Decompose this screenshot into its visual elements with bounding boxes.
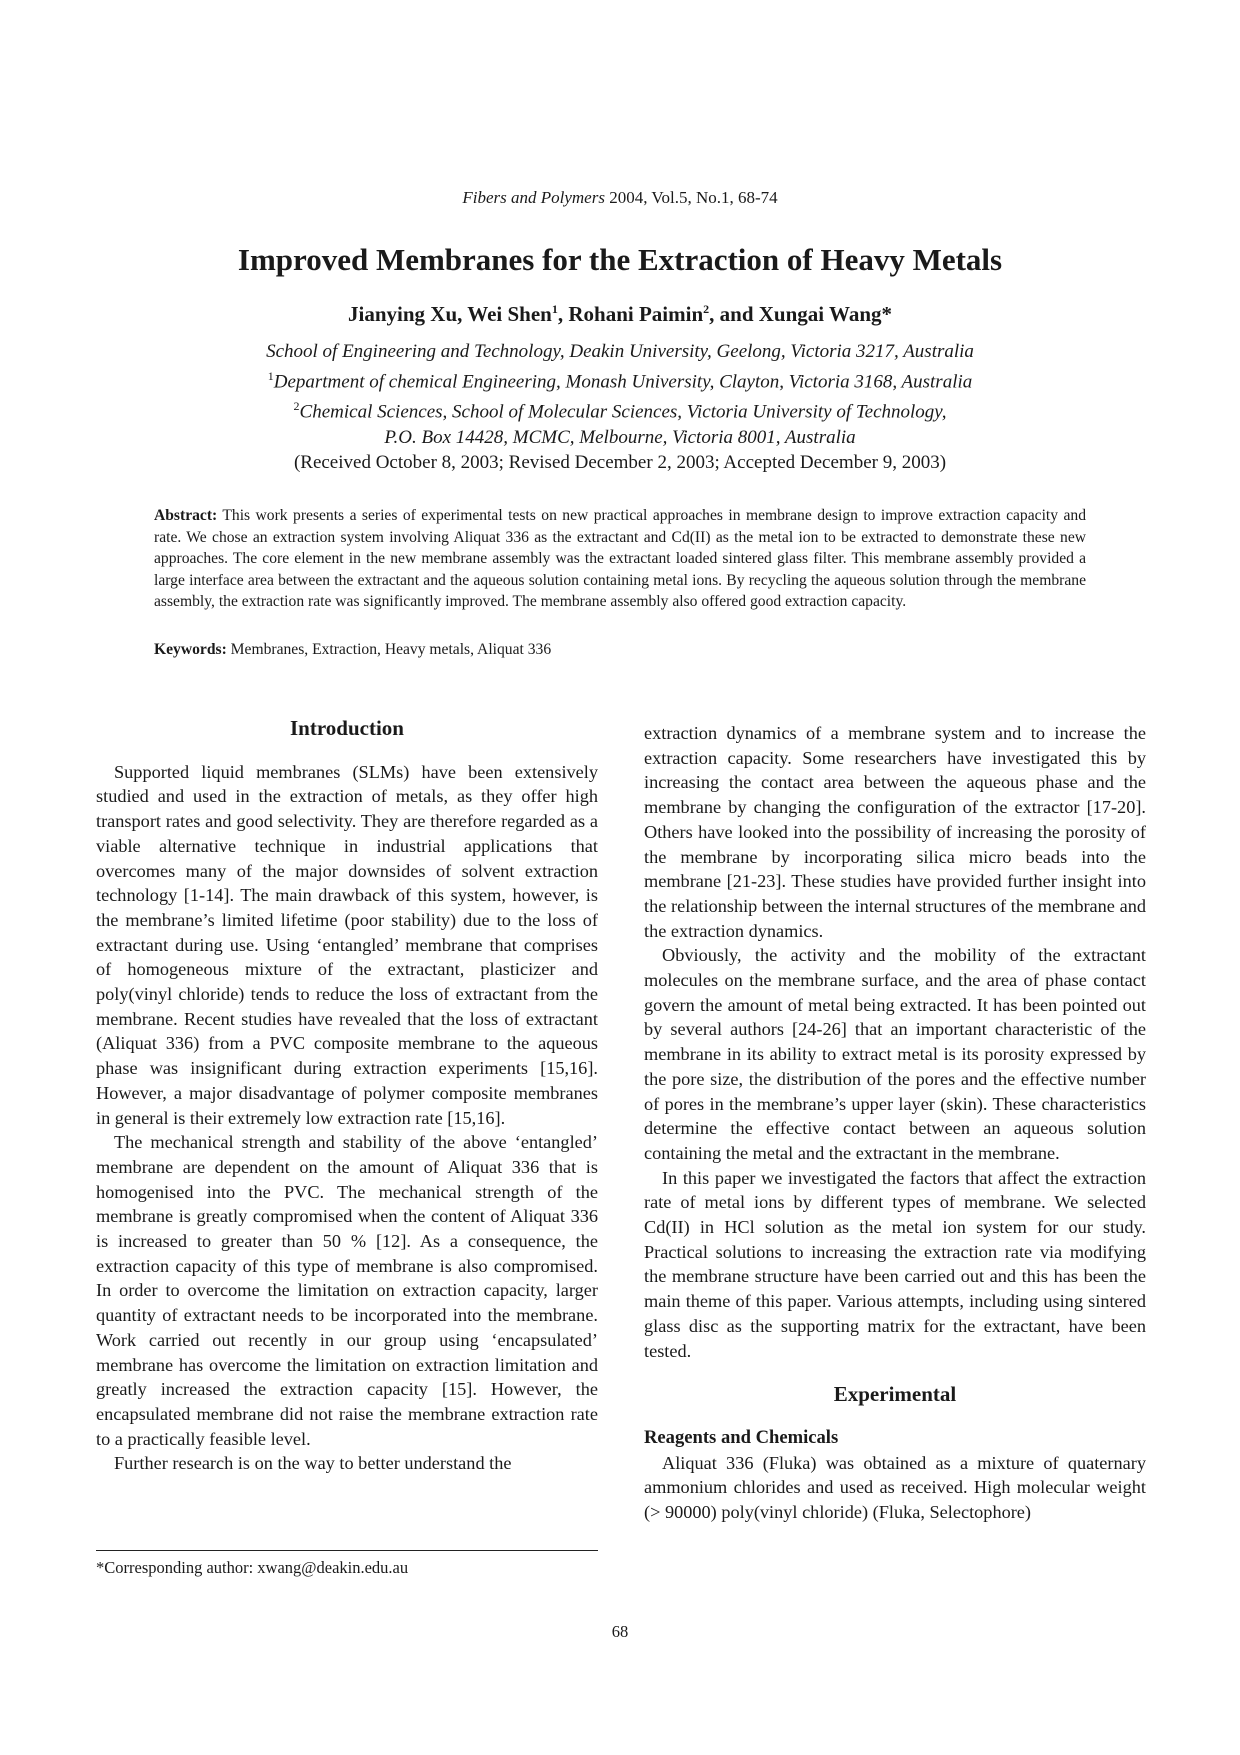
journal-name: Fibers and Polymers — [462, 188, 605, 207]
subsection-heading-reagents: Reagents and Chemicals — [644, 1426, 839, 1448]
affiliation-2-text: Chemical Sciences, School of Molecular Sciences, Victoria University of Technology, — [299, 401, 947, 423]
affiliation-1-sup: 1 — [267, 369, 274, 383]
affiliation-0: School of Engineering and Technology, Deakin University, Geelong, Victoria 3217, Australia — [266, 341, 974, 362]
journal-citation — [0, 188, 1240, 208]
intro-paragraph-5: In this paper we investigated the factors that affect the extraction rate of metal ions by different types of membrane. We selected Cd(II) in HCl solution as the metal ion system for our study. Practical solutions to increasing the extraction rate via modifying the membrane structure have been carried out and this has been the main theme of this paper. Various attempts, including using sintered glass disc as the supporting matrix for the extractant, have been tested. — [644, 1167, 1146, 1361]
intro-paragraph-1: Supported liquid membranes (SLMs) have been extensively studied and used in the extraction of metals, as they offer high transport rates and good selectivity. They are therefore regarded as a viable alternative technique in industrial applications that overcomes many of the major downsides of solvent extraction technology [1-14]. The main drawback of this system, however, is the membrane’s limited lifetime (poor stability) due to the loss of extractant during use. Using ‘entangled’ membrane that comprises of homogeneous mixture of the extractant, plasticizer and poly(vinyl chloride) tends to reduce the loss of extractant from the membrane. Recent studies have revealed that the loss of extractant (Aliquat 336) from a PVC composite membrane to the aqueous phase was insignificant during extraction experiments [15,16]. However, a major disadvantage of polymer composite membranes in general is their extremely low extraction rate [15,16]. — [96, 761, 598, 1128]
keywords-text: Membranes, Extraction, Heavy metals, Aliquat 336 — [226, 641, 552, 658]
author-names-3: , and Xungai Wang* — [709, 302, 892, 326]
left-column — [96, 716, 598, 1476]
section-heading-experimental: Experimental — [833, 1382, 957, 1407]
author-sup-2: 2 — [703, 302, 710, 316]
right-column — [644, 721, 1146, 1525]
page-number: 68 — [611, 1622, 629, 1641]
journal-info: 2004, Vol.5, No.1, 68-74 — [604, 188, 778, 207]
intro-paragraph-3: Further research is on the way to better understand the — [114, 1453, 512, 1474]
section-heading-introduction: Introduction — [290, 716, 404, 740]
abstract — [154, 505, 1086, 613]
paper-title: Improved Membranes for the Extraction of Heavy Metals — [237, 242, 1003, 277]
reagents-paragraph-1: Aliquat 336 (Fluka) was obtained as a mixture of quaternary ammonium chlorides and used as received. High molecular weight (> 90000) poly(vinyl chloride) (Fluka, Selectophore) — [644, 1452, 1146, 1523]
corresponding-author-footnote: *Corresponding author: xwang@deakin.edu.au — [96, 1558, 409, 1577]
author-sup-1: 1 — [551, 302, 558, 316]
author-list — [0, 302, 1240, 327]
abstract-label: Abstract: — [154, 507, 218, 524]
affiliation-1 — [0, 364, 1240, 394]
intro-paragraph-3-cont: extraction dynamics of a membrane system and to increase the extraction capacity. Some researchers have investigated this by increasing the contact area between the aqueous phase and the membrane by changing the configuration of the extractor [17-20]. Others have looked into the possibility of increasing the porosity of the membrane by incorporating silica micro beads into the membrane [21-23]. These studies have provided further insight into the relationship between the internal structures of the membrane and the extraction dynamics. — [644, 723, 1146, 941]
affiliation-2-sup: 2 — [293, 399, 300, 414]
footnote-divider — [96, 1550, 598, 1551]
intro-paragraph-2: The mechanical strength and stability of the above ‘entangled’ membrane are dependent on the amount of Aliquat 336 that is homogenised into the PVC. The mechanical strength of the membrane is greatly compromised when the content of Aliquat 336 is increased to greater than 50 % [12]. As a consequence, the extraction capacity of this type of membrane is also compromised. In order to overcome the limitation on extraction capacity, larger quantity of extractant needs to be incorporated into the membrane. Work carried out recently in our group using ‘encapsulated’ membrane has overcome the limitation on extraction limitation and greatly increased the extraction capacity [15]. However, the encapsulated membrane did not raise the membrane extraction rate to a practically feasible level. — [96, 1132, 598, 1449]
intro-paragraph-4: Obviously, the activity and the mobility of the extractant molecules on the membrane surface, and the area of phase contact govern the amount of metal being extracted. It has been pointed out by several authors [24-26] that an important characteristic of the membrane in its ability to extract metal is its porosity expressed by the pore size, the distribution of the pores and the effective number of pores in the membrane’s upper layer (skin). These characteristics determine the effective contact between an aqueous solution containing the metal and the extractant in the membrane. — [644, 945, 1146, 1163]
author-names-1: Jianying Xu, Wei Shen — [348, 302, 552, 326]
affiliations — [0, 339, 1240, 475]
author-names-2: , Rohani Paimin — [557, 302, 704, 326]
affiliation-2 — [0, 394, 1240, 424]
keywords-label: Keywords: — [154, 641, 227, 658]
received-dates: (Received October 8, 2003; Revised December 2, 2003; Accepted December 9, 2003) — [293, 451, 947, 473]
keywords — [154, 639, 1086, 661]
affiliation-3: P.O. Box 14428, MCMC, Melbourne, Victoria 8001, Australia — [384, 426, 856, 448]
abstract-text: This work presents a series of experimental tests on new practical approaches in membrane design to improve extraction capacity and rate. We chose an extraction system involving Aliquat 336 as the extractant and Cd(II) as the metal ion to be extracted to demonstrate these new approaches. The core element in the new membrane assembly was the extractant loaded sintered glass filter. This membrane assembly provided a large interface area between the extractant and the aqueous solution containing metal ions. By recycling the aqueous solution through the membrane assembly, the extraction rate was significantly improved. The membrane assembly also offered good extraction capacity. — [154, 507, 1086, 610]
affiliation-1-text: Department of chemical Engineering, Monash University, Clayton, Victoria 3168, Australia — [273, 371, 973, 393]
